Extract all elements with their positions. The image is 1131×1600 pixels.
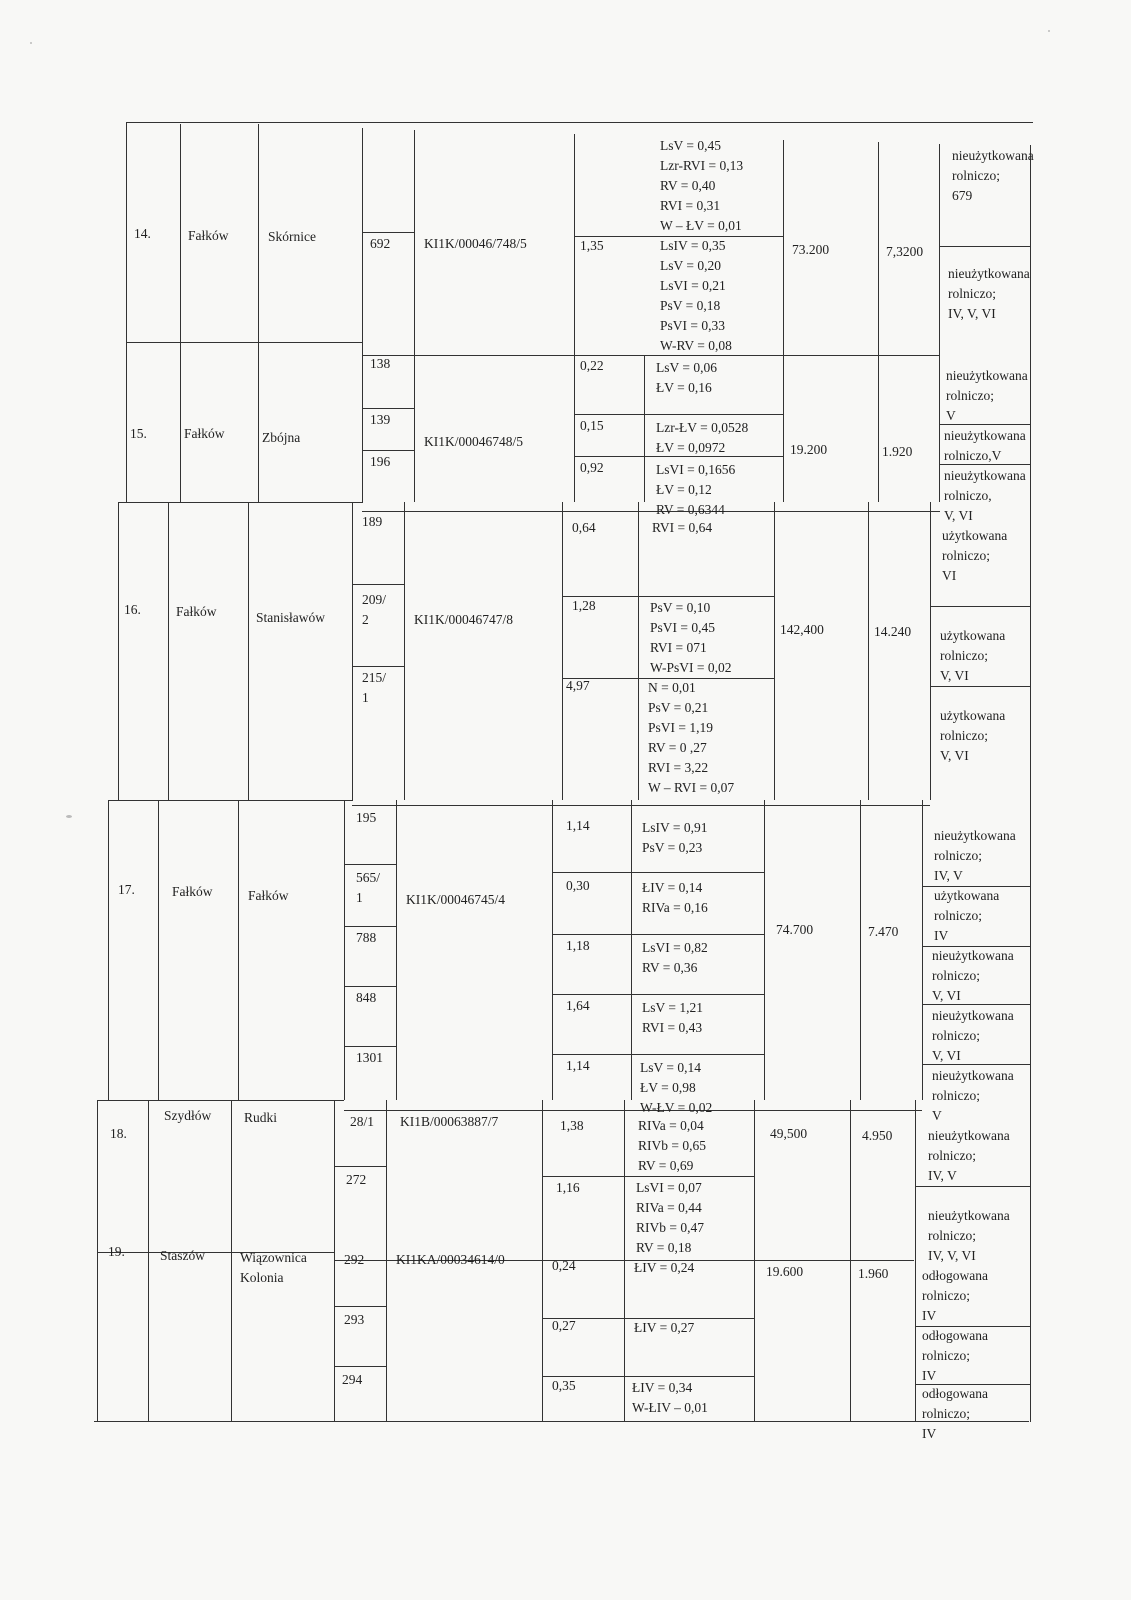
area-cell: 1,18 [566,938,590,953]
soil-class-cell: ŁIV = 0,24 [634,1260,695,1275]
fee-cell: 4.950 [862,1128,893,1143]
amount-cell: 142,400 [780,622,824,637]
remarks-cell: nieużytkowana rolniczo; V [946,368,1028,423]
remarks-cell: nieużytkowana rolniczo; IV, V [928,1128,1010,1183]
area-cell: 0,35 [552,1378,576,1393]
table-left-border [126,122,127,502]
remarks-cell: użytkowana rolniczo; V, VI [940,628,1006,683]
soil-class-cell: LsVI = 0,07 RIVa = 0,44 RIVb = 0,47 RV = 0,18 [636,1180,704,1255]
scan-speck [1048,30,1050,32]
gmina-cell: Fałków [176,604,217,619]
dzialka-cell: 565/ 1 [356,870,381,905]
gmina-cell: Szydłów [164,1108,212,1123]
area-cell: 1,28 [572,598,596,613]
amount-cell: 73.200 [792,242,830,257]
remarks-cell: nieużytkowana rolniczo; V, VI [932,1008,1014,1063]
dzialka-cell: 196 [370,454,391,469]
table-top-border [127,122,1033,123]
scan-speck [30,42,32,44]
dzialka-cell: 294 [342,1372,363,1387]
kw-cell: KI1K/00046748/5 [424,434,523,449]
remarks-cell: odłogowana rolniczo; IV [922,1328,988,1383]
dzialka-cell: 692 [370,236,391,251]
kw-cell: KI1K/00046/748/5 [424,236,527,251]
remarks-cell: użytkowana rolniczo; V, VI [940,708,1006,763]
gmina-cell: Staszów [160,1248,205,1263]
area-cell: 4,97 [566,678,590,693]
remarks-cell: użytkowana rolniczo; IV [934,888,1000,943]
area-cell: 1,14 [566,818,590,833]
table-left-border [108,800,109,1100]
dzialka-cell: 292 [344,1252,365,1267]
obreb-cell: Skórnice [268,229,316,244]
soil-class-cell: LsIV = 0,91 PsV = 0,23 [642,820,708,855]
table-left-border [97,1100,98,1421]
soil-class-cell: LsVI = 0,82 RV = 0,36 [642,940,708,975]
soil-class-cell: LsV = 1,21 RVI = 0,43 [642,1000,703,1035]
amount-cell: 19.600 [766,1264,804,1279]
area-cell: 0,27 [552,1318,576,1333]
kw-cell: KI1B/00063887/7 [400,1114,499,1129]
dzialka-cell: 28/1 [350,1114,375,1129]
fee-cell: 1.920 [882,444,913,459]
soil-class-cell: LsV = 0,14 ŁV = 0,98 W-ŁV = 0,02 [640,1060,713,1115]
area-cell: 0,15 [580,418,604,433]
gmina-cell: Fałków [184,426,225,441]
dzialka-cell: 293 [344,1312,365,1327]
soil-class-cell: ŁIV = 0,27 [634,1320,695,1335]
obreb-cell: Stanisławów [256,610,325,625]
dzialka-cell: 215/ 1 [362,670,387,705]
area-cell: 1,35 [580,238,604,253]
remarks-cell: nieużytkowana rolniczo; IV, V, VI [948,266,1030,321]
row-number: 14. [134,226,151,241]
remarks-cell: odłogowana rolniczo; IV [922,1268,988,1323]
row-number: 19. [108,1244,125,1259]
fee-cell: 7.470 [868,924,899,939]
obreb-cell: Fałków [248,888,289,903]
soil-class-cell: ŁIV = 0,14 RIVa = 0,16 [642,880,708,915]
area-cell: 0,64 [572,520,596,535]
table-right-border [1030,145,1031,1422]
soil-class-cell: LsV = 0,45 Lzr-RVI = 0,13 RV = 0,40 RVI = 0,31 W – ŁV = 0,01 LsIV = 0,35 LsV = 0,20 LsVI = 0,21 PsV = 0,18 PsVI = 0,33 W-RV = 0,08 [660,138,744,353]
remarks-cell: nieużytkowana rolniczo; 679 [952,148,1034,203]
row-number: 18. [110,1126,127,1141]
remarks-cell: użytkowana rolniczo; VI [942,528,1008,583]
remarks-cell: nieużytkowana rolniczo, V, VI [944,468,1026,523]
kw-cell: KI1KA/00034614/0 [396,1252,505,1267]
obreb-cell: Wiązownica Kolonia [240,1250,307,1285]
remarks-cell: nieużytkowana rolniczo; V [932,1068,1014,1123]
area-cell: 0,22 [580,358,604,373]
dzialka-cell: 788 [356,930,377,945]
area-cell: 0,92 [580,460,604,475]
dzialka-cell: 195 [356,810,377,825]
row-number: 17. [118,882,135,897]
remarks-cell: nieużytkowana rolniczo,V [944,428,1026,463]
obreb-cell: Zbójna [262,430,301,445]
soil-class-cell: LsV = 0,06 ŁV = 0,16 [656,360,717,395]
soil-class-cell: LsVI = 0,1656 ŁV = 0,12 RV = 0,6344 [656,462,736,517]
soil-class-cell: PsV = 0,10 PsVI = 0,45 RVI = 071 W-PsVI = 0,02 [650,600,732,675]
area-cell: 1,14 [566,1058,590,1073]
dzialka-cell: 138 [370,356,391,371]
dzialka-cell: 1301 [356,1050,383,1065]
row-number: 15. [130,426,147,441]
dzialka-cell: 848 [356,990,377,1005]
kw-cell: KI1K/00046747/8 [414,612,513,627]
scan-speck [66,815,72,818]
table-left-border [118,502,119,800]
soil-class-cell: ŁIV = 0,34 W-ŁIV – 0,01 [632,1380,708,1415]
soil-class-cell: RVI = 0,64 [652,520,713,535]
obreb-cell: Rudki [244,1110,278,1125]
amount-cell: 19.200 [790,442,828,457]
gmina-cell: Fałków [188,228,229,243]
amount-cell: 74.700 [776,922,814,937]
kw-cell: KI1K/00046745/4 [406,892,505,907]
fee-cell: 14.240 [874,624,912,639]
area-cell: 0,30 [566,878,590,893]
dzialka-cell: 209/ 2 [362,592,387,627]
dzialka-cell: 272 [346,1172,367,1187]
area-cell: 1,38 [560,1118,584,1133]
amount-cell: 49,500 [770,1126,808,1141]
area-cell: 0,24 [552,1258,576,1273]
dzialka-cell: 139 [370,412,391,427]
soil-class-cell: N = 0,01 PsV = 0,21 PsVI = 1,19 RV = 0 ,27 RVI = 3,22 W – RVI = 0,07 [648,680,735,795]
area-cell: 1,16 [556,1180,580,1195]
fee-cell: 7,3200 [886,244,924,259]
gmina-cell: Fałków [172,884,213,899]
area-cell: 1,64 [566,998,590,1013]
soil-class-cell: RIVa = 0,04 RIVb = 0,65 RV = 0,69 [638,1118,706,1173]
remarks-cell: odłogowana rolniczo; IV [922,1386,988,1441]
row-number: 16. [124,602,141,617]
fee-cell: 1.960 [858,1266,889,1281]
dzialka-cell: 189 [362,514,383,529]
remarks-cell: nieużytkowana rolniczo; IV, V, VI [928,1208,1010,1263]
remarks-cell: nieużytkowana rolniczo; IV, V [934,828,1016,883]
remarks-cell: nieużytkowana rolniczo; V, VI [932,948,1014,1003]
table-bottom-border [94,1421,1029,1422]
soil-class-cell: Lzr-ŁV = 0,0528 ŁV = 0,0972 [656,420,749,455]
